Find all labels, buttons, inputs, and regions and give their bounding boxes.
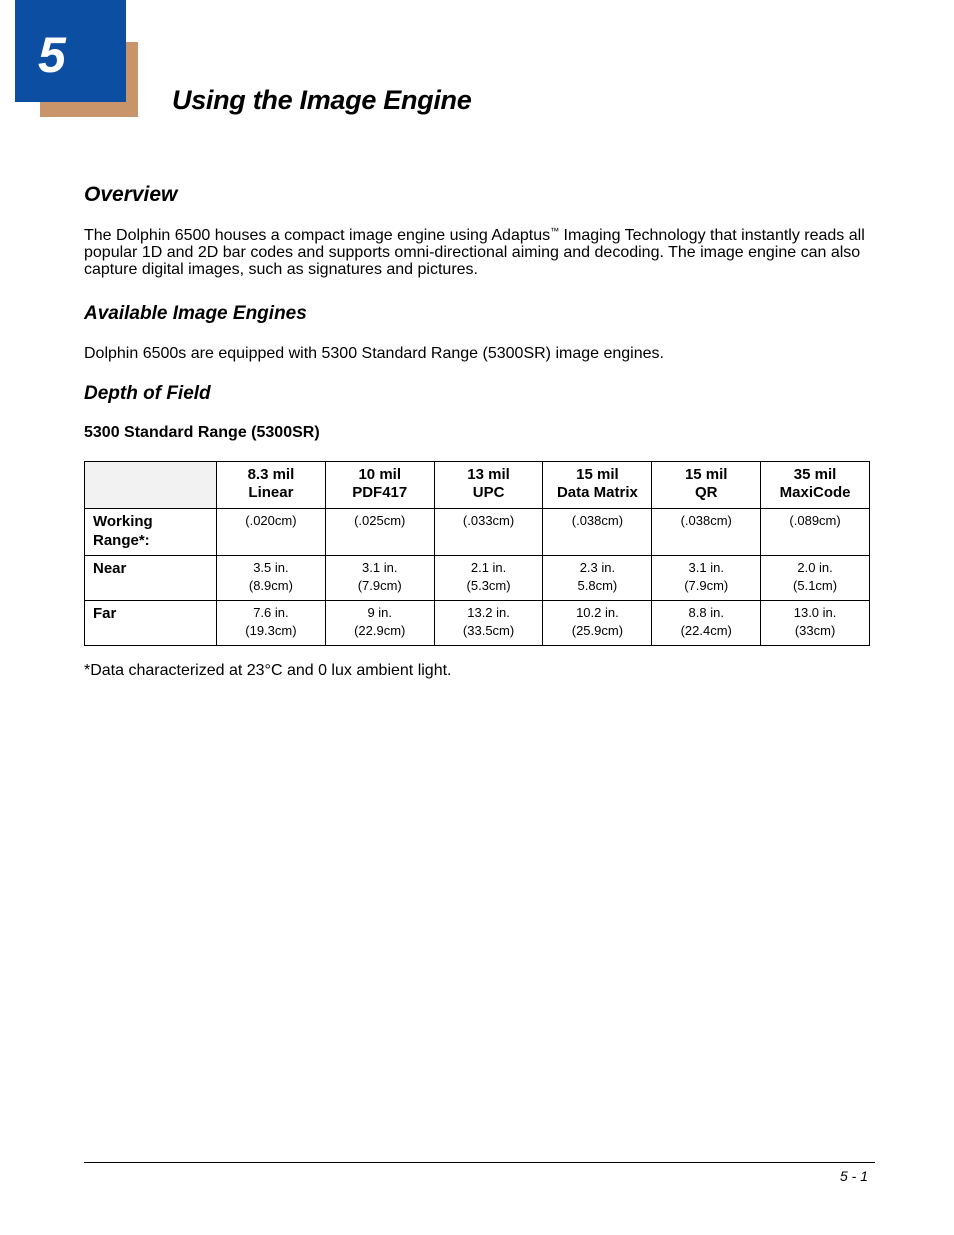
cell-value: (.025cm) xyxy=(354,513,406,528)
overview-heading: Overview xyxy=(84,183,178,206)
cell-value: (.033cm) xyxy=(462,513,515,528)
column-header-size: 15 mil xyxy=(576,466,619,483)
table-row-near xyxy=(85,556,870,601)
depth-of-field-heading: Depth of Field xyxy=(84,383,211,404)
table-cell xyxy=(434,509,543,556)
table-footnote: *Data characterized at 23°C and 0 lux ambient light. xyxy=(84,662,452,679)
trademark-symbol: ™ xyxy=(550,226,560,236)
table-cell xyxy=(217,556,326,601)
depth-of-field-table xyxy=(84,461,870,646)
cell-value-metric: 5.8cm) xyxy=(577,578,618,593)
cell-value-metric: (25.9cm) xyxy=(571,623,624,638)
column-header-symbology: Linear xyxy=(248,484,294,501)
table-cell xyxy=(543,509,652,556)
cell-value-metric: (22.9cm) xyxy=(354,623,406,638)
cell-value: (.020cm) xyxy=(245,513,297,528)
cell-value: (.089cm) xyxy=(789,513,841,528)
cell-value: 13.2 in. xyxy=(467,605,510,620)
row-header xyxy=(85,556,217,601)
cell-value-metric: (5.1cm) xyxy=(793,578,838,593)
table-cell xyxy=(652,509,761,556)
cell-value-metric: (22.4cm) xyxy=(680,623,732,638)
page-number: 5 - 1 xyxy=(839,1168,868,1184)
cell-value: 3.1 in. xyxy=(362,560,398,575)
table-row-far xyxy=(85,601,870,646)
table-cell xyxy=(217,601,326,646)
cell-value-metric: (7.9cm) xyxy=(357,578,402,593)
cell-value: 7.6 in. xyxy=(253,605,289,620)
table-cell xyxy=(761,509,870,556)
column-header-symbology: PDF417 xyxy=(352,484,408,501)
cell-value-metric: (33.5cm) xyxy=(462,623,515,638)
cell-value: 3.5 in. xyxy=(253,560,289,575)
column-header xyxy=(325,462,434,509)
cell-value: (.038cm) xyxy=(571,513,624,528)
table-cell xyxy=(652,556,761,601)
chapter-number: 5 xyxy=(38,27,66,83)
column-header-size: 10 mil xyxy=(358,466,401,483)
chapter-title: Using the Image Engine xyxy=(172,85,472,115)
overview-text-end: Imaging Technology that instantly reads all popular 1D and 2D bar codes and supports omni-directional aiming and decoding. The image engine can also capture digital images, such as signatures and pictures. xyxy=(84,227,865,278)
cell-value: 13.0 in. xyxy=(793,605,837,620)
overview-paragraph xyxy=(84,227,874,278)
cell-value: 9 in. xyxy=(367,605,393,620)
row-label: Far xyxy=(93,605,117,622)
row-label: Near xyxy=(93,560,127,577)
table-cell xyxy=(325,509,434,556)
cell-value: 8.8 in. xyxy=(688,605,724,620)
column-header-size: 15 mil xyxy=(684,466,728,483)
chapter-tab xyxy=(15,0,126,102)
column-header xyxy=(761,462,870,509)
cell-value-metric: (7.9cm) xyxy=(684,578,729,593)
column-header-symbology: UPC xyxy=(472,484,505,501)
column-header-symbology: MaxiCode xyxy=(779,484,851,501)
column-header xyxy=(652,462,761,509)
table-cell xyxy=(543,601,652,646)
table-corner-cell xyxy=(85,462,217,509)
cell-value: (.038cm) xyxy=(680,513,732,528)
table-row-working-range xyxy=(85,509,870,556)
table-cell xyxy=(761,556,870,601)
cell-value: 10.2 in. xyxy=(576,605,619,620)
cell-value: 3.1 in. xyxy=(688,560,724,575)
row-header xyxy=(85,601,217,646)
column-header-size: 35 mil xyxy=(793,466,837,483)
column-header-symbology: QR xyxy=(694,484,718,501)
column-header xyxy=(217,462,326,509)
table-cell xyxy=(217,509,326,556)
column-header-size: 8.3 mil xyxy=(247,466,295,483)
cell-value: 2.0 in. xyxy=(797,560,833,575)
table-cell xyxy=(434,601,543,646)
row-label: Range*: xyxy=(93,532,150,549)
column-header-symbology: Data Matrix xyxy=(556,484,638,501)
table-subheading: 5300 Standard Range (5300SR) xyxy=(84,424,320,441)
cell-value-metric: (33cm) xyxy=(794,623,836,638)
table-cell xyxy=(434,556,543,601)
column-header-size: 13 mil xyxy=(467,466,510,483)
table-header-row xyxy=(85,462,870,509)
column-header xyxy=(434,462,543,509)
cell-value-metric: (19.3cm) xyxy=(245,623,297,638)
overview-text-start: The Dolphin 6500 houses a compact image engine using Adaptus xyxy=(84,227,551,244)
row-label: Working xyxy=(93,513,153,530)
table-cell xyxy=(543,556,652,601)
cell-value-metric: (5.3cm) xyxy=(466,578,511,593)
cell-value: 2.3 in. xyxy=(579,560,616,575)
footer-divider xyxy=(84,1162,875,1163)
table-cell xyxy=(325,556,434,601)
available-engines-heading: Available Image Engines xyxy=(84,303,307,324)
row-header xyxy=(85,509,217,556)
cell-value-metric: (8.9cm) xyxy=(248,578,293,593)
table-cell xyxy=(325,601,434,646)
table-cell xyxy=(761,601,870,646)
table-cell xyxy=(652,601,761,646)
cell-value: 2.1 in. xyxy=(470,560,507,575)
column-header xyxy=(543,462,652,509)
available-engines-paragraph: Dolphin 6500s are equipped with 5300 Standard Range (5300SR) image engines. xyxy=(84,345,664,362)
